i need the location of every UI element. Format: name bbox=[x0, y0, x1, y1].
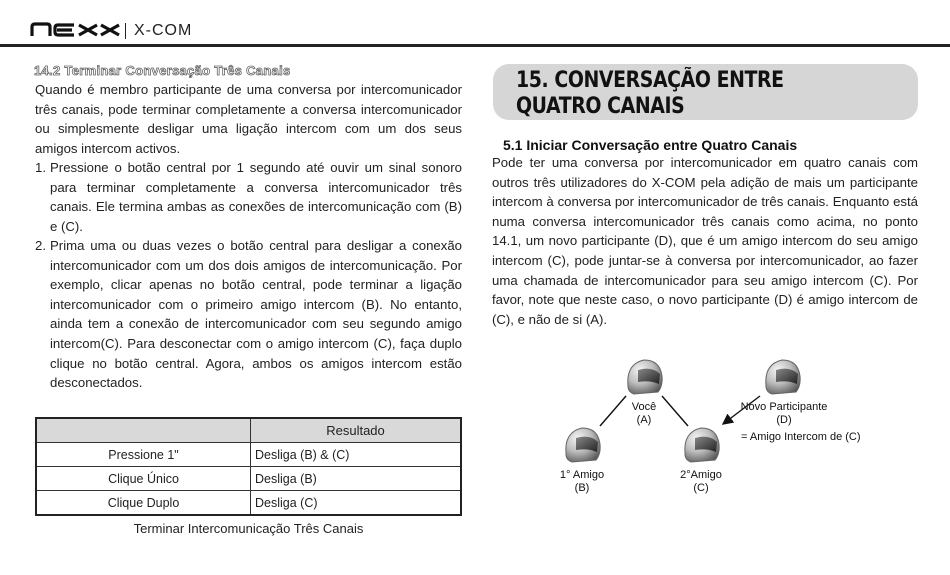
node-id: (B) bbox=[574, 482, 590, 494]
helmet-icon bbox=[624, 356, 664, 396]
intro-paragraph: Quando é membro participante de uma conversa por intercomunicador três canais, pode terminar completamente a conversa intercomunicador ou simplesmente desligar uma ligação intercom com um dos seus amigos intercom activos. bbox=[35, 82, 462, 156]
table-cell: Pressione 1" bbox=[36, 443, 251, 467]
helmet-icon bbox=[762, 356, 802, 396]
list-number: 2. bbox=[35, 238, 46, 253]
node-new-participant bbox=[732, 401, 836, 427]
list-text: Pressione o botão central por 1 segundo até ouvir um sinal sonoro para terminar completamente a conversa intercomunicador três canais. Ele termina ambas as conexões de intercomunicação com (B) e (C). bbox=[50, 160, 462, 234]
helmet-icon bbox=[562, 424, 602, 464]
node-id: (C) bbox=[693, 482, 709, 494]
node-label: Você bbox=[631, 401, 657, 413]
table-caption: Terminar Intercomunicação Três Canais bbox=[133, 521, 364, 536]
node-friend2 bbox=[669, 469, 733, 495]
section-heading: 14.2 Terminar Conversação Três Canais bbox=[34, 63, 291, 78]
node-label: Novo Participante bbox=[740, 401, 828, 413]
model-name: X-COM bbox=[134, 22, 193, 39]
table-cell: Desliga (C) bbox=[251, 491, 462, 516]
table-cell: Clique Duplo bbox=[36, 491, 251, 516]
node-friend1 bbox=[550, 469, 614, 495]
subsection-heading: 5.1 Iniciar Conversação entre Quatro Canais bbox=[503, 137, 798, 153]
table-cell: Desliga (B) & (C) bbox=[251, 443, 462, 467]
table-cell: Clique Único bbox=[36, 467, 251, 491]
node-note: = Amigo Intercom de (C) bbox=[741, 431, 861, 443]
list-text: Prima uma ou duas vezes o botão central para desligar a conexão intercomunicador com um dos dois amigos de intercomunicação. Por exemplo, clicar apenas no botão central, pode terminar a ligação intercomunicador com o primeiro amigo intercom (B). No entanto, ainda tem a conexão de intercomunicador com seu segundo amigo intercom(C). Para desconectar com o amigo intercom (C), faça duplo clique no botão central. Agora, ambos os amigos intercom estão desconectados. bbox=[50, 238, 462, 391]
node-label: 1° Amigo bbox=[559, 469, 605, 481]
node-label: 2°Amigo bbox=[680, 469, 722, 481]
list-number: 1. bbox=[35, 160, 46, 175]
table-header-cell: Resultado bbox=[251, 418, 462, 443]
node-id: (A) bbox=[636, 414, 652, 426]
node-id: (D) bbox=[776, 414, 792, 426]
node-you bbox=[614, 401, 674, 427]
body-paragraph: Pode ter uma conversa por intercomunicador em quatro canais com outros três utilizadores do X-COM pela adição de mais um participante intercom à conversa por intercomunicador de três canais. Enquanto está numa conversa intercomunicador três canais como acima, no ponto 14.1, um novo participante (D), que é um amigo intercom do seu amigo intercom (C), pode juntar-se à conversa por intercomunicador, ao fazer uma chamada de intercomunicador para seu amigo intercom (C). Por favor, note que neste caso, o novo participante (D) é amigo intercom de (C), e não de si (A). bbox=[492, 155, 918, 327]
helmet-icon bbox=[681, 424, 721, 464]
table-cell: Desliga (B) bbox=[251, 467, 462, 491]
page-title: 15. CONVERSAÇÃO ENTRE QUATRO CANAIS bbox=[516, 68, 784, 119]
